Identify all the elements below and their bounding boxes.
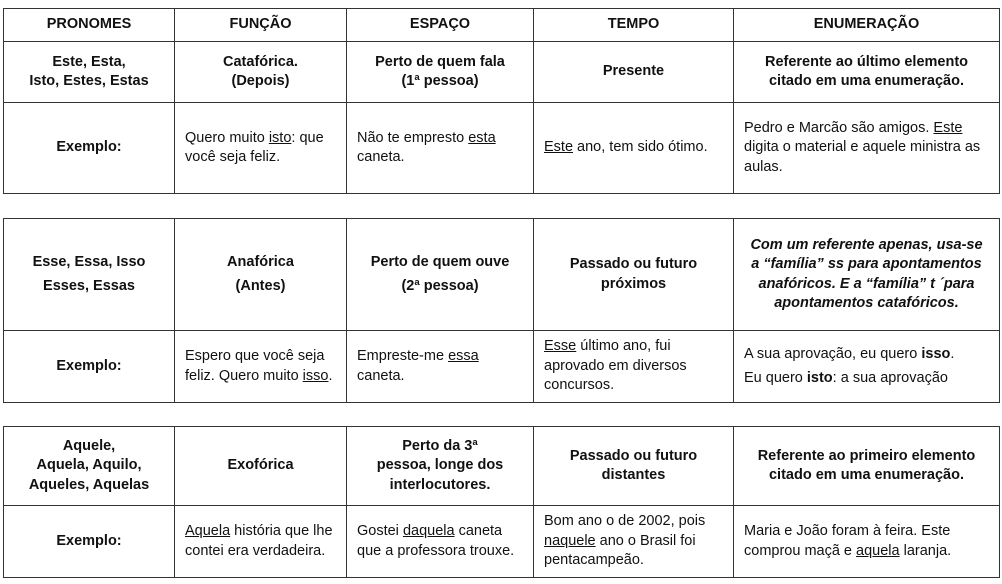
tempo-cell: Presente	[534, 42, 734, 103]
example-enumeracao: Pedro e Marcão são amigos. Este digita o material e aquele ministra as aulas.	[734, 103, 1000, 194]
enumeracao-cell: Referente ao primeiro elemento citado em uma enumeração.	[734, 427, 1000, 506]
exemplo-label: Exemplo:	[4, 103, 175, 194]
enumeracao-cell: Com um referente apenas, usa-se a “família” ss para apontamentos anafóricos. E a “família” t ´para apontamentos catafóricos.	[734, 219, 1000, 331]
demonstrative-table-esse	[3, 218, 1000, 403]
example-funcao: Quero muito isto: que você seja feliz.	[175, 103, 347, 194]
table-row	[4, 331, 1000, 403]
header-enumeracao: ENUMERAÇÃO	[734, 9, 1000, 42]
pronomes-cell	[4, 42, 175, 103]
espaco-line: Perto de quem ouve	[370, 253, 510, 270]
header-pronomes: PRONOMES	[4, 9, 175, 42]
pronomes-cell	[4, 219, 175, 331]
example-espaco: Empreste-me essa caneta.	[347, 331, 534, 403]
example-enumeracao: Maria e João foram à feira. Este comprou maçã e aquela laranja.	[734, 506, 1000, 578]
demonstrative-table-este	[3, 8, 1000, 194]
header-tempo: TEMPO	[534, 9, 734, 42]
tempo-cell: Passado ou futuro próximos	[534, 219, 734, 331]
espaco-line: Perto de quem fala	[375, 53, 505, 70]
header-funcao: FUNÇÃO	[175, 9, 347, 42]
example-enumeracao	[734, 331, 1000, 403]
funcao-cell: Exofórica	[175, 427, 347, 506]
espaco-cell	[347, 427, 534, 506]
espaco-line: interlocutores.	[389, 476, 491, 493]
example-tempo: Esse último ano, fui aprovado em diversos concursos.	[534, 331, 734, 403]
example-funcao: Aquela história que lhe contei era verdadeira.	[175, 506, 347, 578]
pronomes-line: Aquela, Aquilo,	[36, 457, 142, 474]
header-espaco: ESPAÇO	[347, 9, 534, 42]
exemplo-label: Exemplo:	[4, 506, 175, 578]
pronomes-cell	[4, 427, 175, 506]
espaco-line: Perto da 3ª	[402, 437, 478, 454]
table-row	[4, 427, 1000, 506]
table-row	[4, 42, 1000, 103]
pronomes-line: Isto, Estes, Estas	[29, 73, 149, 89]
example-tempo: Bom ano o de 2002, pois naquele ano o Brasil foi pentacampeão.	[534, 506, 734, 578]
example-tempo: Este ano, tem sido ótimo.	[534, 103, 734, 194]
funcao-cell	[175, 219, 347, 331]
demonstrative-table-aquele	[3, 426, 1000, 578]
pronomes-line: Esse, Essa, Isso	[32, 253, 146, 270]
funcao-cell	[175, 42, 347, 103]
pronomes-line: Aqueles, Aquelas	[28, 476, 150, 493]
example-line: Eu quero isto: a sua aprovação	[744, 370, 948, 386]
espaco-line: pessoa, longe dos	[376, 457, 504, 474]
pronomes-line: Aquele,	[62, 437, 116, 454]
header-row	[4, 9, 1000, 42]
table-row	[4, 219, 1000, 331]
enumeracao-cell: Referente ao último elemento citado em uma enumeração.	[734, 42, 1000, 103]
table-row	[4, 103, 1000, 194]
espaco-line: (2ª pessoa)	[401, 278, 479, 294]
example-line: A sua aprovação, eu quero isso.	[744, 345, 955, 362]
funcao-line: (Depois)	[231, 73, 290, 89]
funcao-line: Catafórica.	[223, 53, 298, 70]
table-row	[4, 506, 1000, 578]
pronomes-line: Esses, Essas	[43, 278, 135, 294]
example-espaco: Gostei daquela caneta que a professora trouxe.	[347, 506, 534, 578]
funcao-line: Anafórica	[227, 253, 294, 270]
espaco-cell	[347, 42, 534, 103]
espaco-cell	[347, 219, 534, 331]
tempo-cell: Passado ou futuro distantes	[534, 427, 734, 506]
pronomes-line: Este, Esta,	[52, 53, 126, 70]
example-funcao: Espero que você seja feliz. Quero muito isso.	[175, 331, 347, 403]
funcao-line: (Antes)	[235, 278, 286, 294]
example-espaco: Não te empresto esta caneta.	[347, 103, 534, 194]
espaco-line: (1ª pessoa)	[401, 73, 479, 89]
exemplo-label: Exemplo:	[4, 331, 175, 403]
